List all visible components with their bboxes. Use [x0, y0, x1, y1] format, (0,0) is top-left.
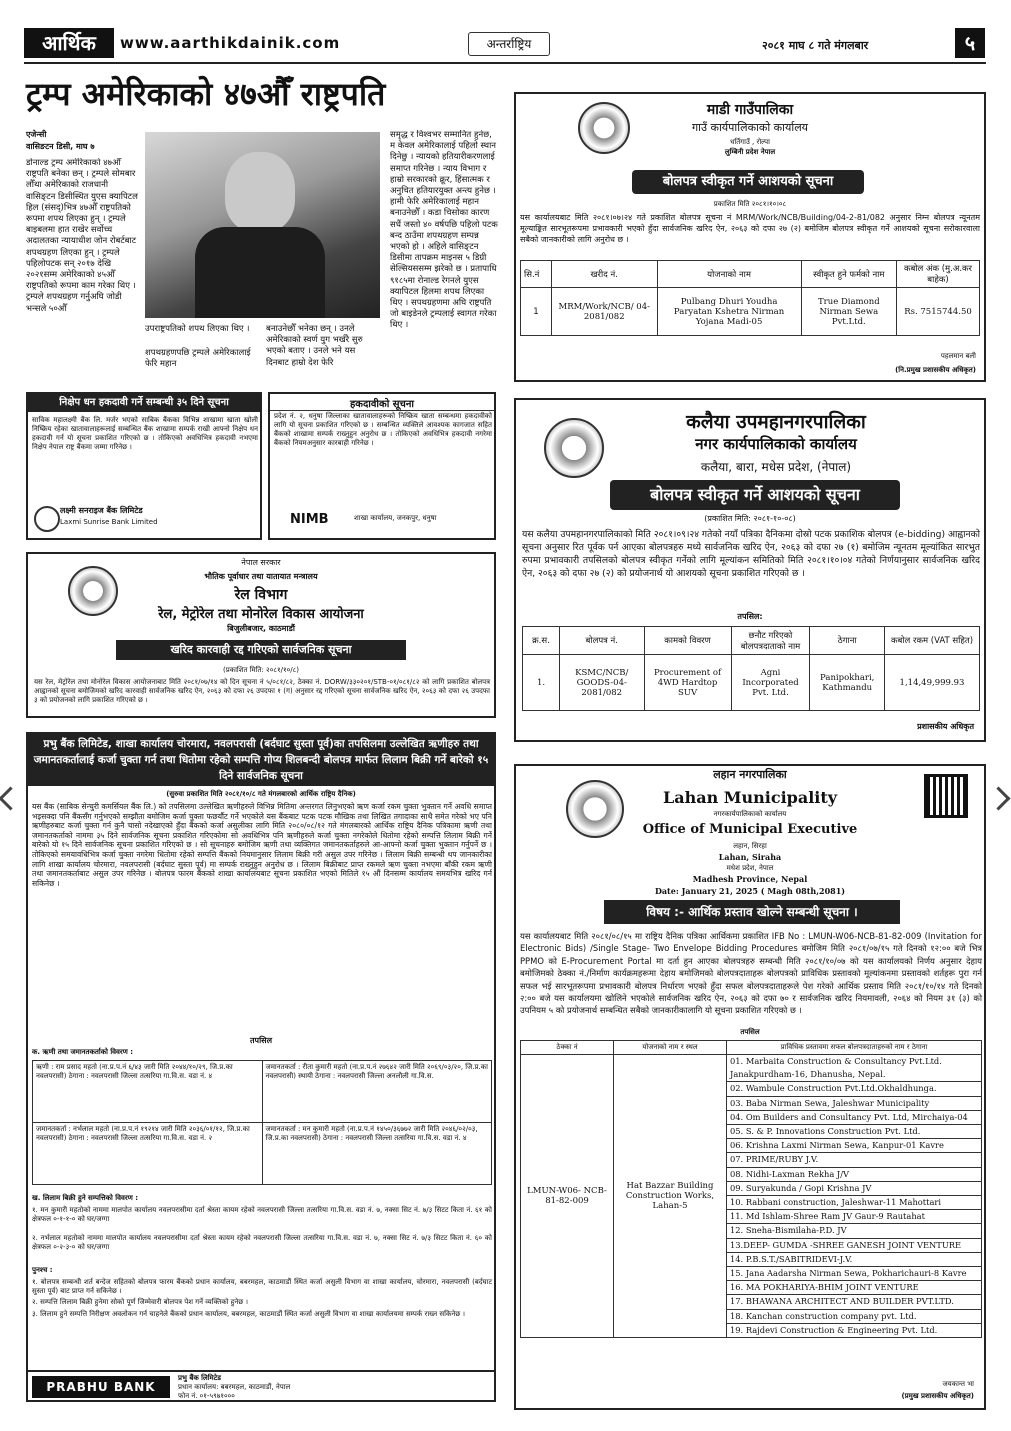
rail-ministry: भौतिक पूर्वाधार तथा यातायात मन्त्रालय: [204, 572, 318, 581]
bidder-row: 19. Rajdevi Construction & Engineering Pvt. Ltd.: [730, 1324, 938, 1335]
prabhu-table-title: क. ऋणी तथा जमानतकर्ताको विवरण :: [32, 1048, 134, 1056]
prabhu-punascha: पुनश्च :: [32, 1266, 53, 1274]
madi-office: गाउँ कार्यपालिकाको कार्यालय: [691, 121, 809, 134]
prabhu-table: [32, 1060, 492, 1185]
bidder-row: 17. BHAWANA ARCHITECT AND BUILDER PVT.LTD.: [727, 1295, 981, 1309]
laxmi-claim-body: साविक महालक्ष्मी बैंक लि. मर्जर भएको साबिक बैंकका विभिन्न शाखामा खाता खोली निष्क्रिय रहेका खातावालाहरूलाई सम्बन्धित बैंक शाखामा सम्पर्क राखी आफ्नो निक्षेप धन हकदावी गर्न यो सूचना प्रकाशित गरिएको छ । तोकिएको अवधिभित्र हकदावी नभएमा निक्षेप नेपाल राष्ट्र बैंकमा जम्मा गरिनेछ ।: [32, 416, 258, 451]
lahan-th-project: योजनाको नाम र स्थल: [614, 1041, 727, 1055]
article-col3: बनाउनेछौँ भनेका छन् । उनले अमेरिकाको स्वर्ण युग भर्खरै सुरु भएको बताए । उनले भने यस दिनबाट हाम्रो देश फेरि: [266, 324, 363, 368]
madi-cell-plan: Pulbang Dhuri Youdha Paryatan Kshetra Nirman Yojana Madi-05: [657, 288, 801, 336]
lahan-cell-project: Hat Bazzar Building Construction Works, Lahan-5: [614, 1055, 727, 1338]
headline: ट्रम्प अमेरिकाको ४७औँ राष्ट्रपति: [26, 75, 386, 113]
page-number: ५: [955, 28, 985, 58]
photo-caption-1: उपराष्ट्रपतिको शपथ लिएका थिए ।: [145, 324, 250, 334]
agency: एजेन्सी: [26, 130, 47, 139]
kalaiya-body: यस कलैया उपमहानगरपालिकाको मिति २०८१।०९।२४ गतेको नयाँ पत्रिका दैनिकमा दोस्रो पटक प्रकाशिक बोलपत्र (e-bidding) आह्वानको सूचना अनुसार रित पूर्वक पर्न आएका बोलपत्रहरु मध्ये सार्वजनिक खरिद ऐन, २०६३ को दफा २७ (१) बमोजिम न्यूनतम मूल्यांकित सारभुत रुपमा प्रभावकारी तपसिलको बोलपत्र स्वीकृत गर्नेको लागि मूल्यांकन समितिको मिति २०८१।१०।०४ गतेको निर्णयानुसार सार्वजनिक खरिद ऐन, २०६३ को दफा २७ (२) को प्रयोजनार्थ यो आशयको सूचना प्रकाशित गरिएको छ ।: [522, 529, 981, 579]
lahan-addr-np: लहान, सिरहा: [733, 842, 767, 850]
bidder-row: 10. Rabbani construction, Jaleshwar-11 Mahottari: [727, 1196, 981, 1210]
kalaiya-pubdate: (प्रकाशित मिति: २०८१-१०-०८): [704, 514, 796, 523]
rail-banner: खरिद कारवाही रद्द गरिएको सार्वजनिक सूचना: [116, 640, 406, 660]
prabhu-note: २. सम्पत्ति लिलाम बिक्री हुनेमा सोको पूर्ण जिम्मेवारी बोलपत्र पेश गर्ने व्यक्तिको हुनेछ ।: [32, 1298, 249, 1306]
issue-date: २०८१ माघ ८ गते मंगलबार: [762, 39, 869, 52]
lahan-bidder-list: [727, 1055, 982, 1338]
kalaiya-cell-sn: 1.: [523, 655, 560, 711]
kalaiya-cell-amount: 1,14,49,999.93: [885, 655, 980, 711]
kalaiya-cell-bidder: Agni Incorporated Pvt. Ltd.: [731, 655, 810, 711]
rail-pubdate: (प्रकाशित मिति: २०८१/१०/८): [222, 666, 299, 674]
prabhu-entry: जमानतकर्ता : रीता कुमारी महतो (ना.प्र.प.नं २७६४२ जारी मिति २०६९/०३/२०, जि.प्र.का नवलपरासी) स्थायी ठेगाना : नवलपरासी जिल्ला अनलौली गा.वि.स.: [262, 1061, 492, 1123]
prabhu-bank-addr: प्रधान कार्यालय: बबरमहल, काठमाडौं, नेपाल: [178, 1383, 291, 1391]
madi-body: यस कार्यालयबाट मिति २०८१।०७।२४ गते प्रकाशित बोलपत्र सूचना नं MRM/Work/NCB/Building/04-2-81/082 अनुसार निम्न बोलपत्र न्यूनतम मूल्याङ्कित सारभूतरूपमा प्रभावकारी भएको हुँदा सार्वजनिक खरिद ऐन, २०६३ को दफा २७ (२) बमोजिम बोलपत्र स्वीकृत गर्ने आशयको सूचना सरोकारवाला सबैको जानकारीको लागि अनुरोध छ ।: [520, 213, 980, 244]
lahan-prov-np: मधेश प्रदेश, नेपाल: [726, 864, 774, 872]
bidder-row: 15. Jana Aadarsha Nirman Sewa, Pokharichauri-8 Kavre: [727, 1267, 981, 1281]
kalaiya-th-work: कामको विवरण: [644, 627, 731, 655]
prabhu-note: १. बोलपत्र सम्बन्धी शर्त बन्देज सहितको बोलपत्र फारम बैंकको प्रधान कार्यालय, बबरमहल, काठमाडौं स्थित कर्जा असुली विभाग वा शाखा कार्यालय, चोरमारा, नवलपरासी (बर्दघाट सुस्ता पूर्व) बाट प्राप्त गर्न सकिनेछ ।: [32, 1278, 492, 1295]
bidder-row: 06. Krishna Laxmi Nirman Sewa, Kanpur-01 Kavre: [727, 1139, 981, 1153]
lahan-office: Office of Municipal Executive: [642, 822, 858, 837]
photo-caption-2: शपथग्रहणपछि ट्रम्पले अमेरिकालाई फेरि महान: [145, 348, 251, 370]
nimb-claim-body: प्रदेश नं. २, धनुषा जिल्लाका खातावालाहरूको निष्क्रिय खाता सम्बन्धमा हकदावीको लागि यो सूचना प्रकाशित गरिएको छ । सम्बन्धित व्यक्तिले आवश्यक कागजात सहित बैंकको शाखामा सम्पर्क राख्नुहुन अनुरोध छ । तोकिएको अवधिभित्र हकदावी नगरेमा बैंकको नियमअनुसार कारबाही गरिनेछ ।: [274, 412, 492, 447]
madi-pubdate: प्रकाशित मिति २०८१।१०।०८: [713, 200, 787, 208]
madi-th-plan: योजनाको नाम: [657, 261, 801, 288]
bidder-row: 08. Nidhi-Laxman Rekha J/V: [727, 1168, 981, 1182]
article-col4: समृद्ध र विश्वभर सम्मानित हुनेछ, म केवल अमेरिकालाई पहिलो स्थान दिनेछु । न्यायको हतियारीकरणलाई समाप्त गरिनेछ । न्याय विभाग र हाम्रो सरकारको क्रूर, हिंसात्मक र अनुचित हतियारयुक्त अन्त्य हुनेछ । हामी फेरि अमेरिकालाई महान बनाउनेछौँ । कडा चिसोका कारण सधैं जस्तो ४० वर्षपछि पहिलो पटक बन्द ठाउँमा शपथग्रहण सम्पन्न भएको हो । अहिले वासिङ्टन डिसीमा तापक्रम माइनस ५ डिग्री सेल्सियससम्म झरेको छ । प्रतापाधि ९१८५मा रोनाल्ड रेगनले युएस क्यापिटल हिलमा शपथ लिएका थिए । सपथग्रहणमा अघि राष्ट्रपति जो बाइडेनले ट्रम्पलाई स्वागत गरेका थिए ।: [390, 130, 498, 331]
prabhu-entry: ऋणी : राम प्रसाद महतो (ना.प्र.प.नं ६/४३ जारी मिति २०४४/१०/२९, जि.प्र.का नवलपरासी) ठेगाना : नवलपरासी जिल्ला तत्सरिया गा.वि.स. वडा नं. ४: [33, 1061, 263, 1123]
madi-signer: पहलमान बली: [940, 352, 976, 360]
section-label: अन्तर्राष्ट्रिय: [468, 32, 550, 56]
nimb-office: शाखा कार्यालय, जनकपुर, धनुषा: [354, 514, 437, 522]
prabhu-note: ३. लिलाम हुने सम्पत्ति निरीक्षण अवलोकन गर्न चाहनेले बैंकको प्रधान कार्यालय, बबरमहल, काठमाडौं स्थित कर्जा असुली विभाग वा शाखा कार्यालयमा सम्पर्क राख्न सकिनेछ ।: [32, 1310, 466, 1318]
lahan-addr-en: Lahan, Siraha: [718, 852, 782, 862]
next-page-arrow-icon[interactable]: [986, 786, 1010, 810]
photo-figure: [225, 152, 295, 232]
prabhu-entry: जमानतकर्ता : नर्भलाल महतो (ना.प्र.प.नं १९२१४ जारी मिति २०३६/०१/१२, जि.प्र.का नवलपरासी) ठेगाना : नवलपरासी जिल्ला तत्सरिया गा.वि.स. वडा नं. २: [33, 1123, 263, 1185]
rail-unit: रेल, मेट्रोरेल तथा मोनोरेल विकास आयोजना: [158, 607, 364, 622]
bidder-row: 13.DEEP- GUMDA -SHREE GANESH JOINT VENTURE: [727, 1239, 981, 1253]
lahan-body: यस कार्यालयबाट मिति २०८१/०८/१५ मा राष्ट्रिय दैनिक पत्रिका आर्थिकमा प्रकाशित IFB No : LMUN-W06-NCB-81-82-009 (Invitation for Electronic Bids) /Single Stage- Two Envelope Bidding Procedures बमोजिम मिति २०८१/०७/१५ गते दिनको १२:०० बजे भित्र PPMO को E-Procurement Portal मा दर्ता हुन आएका बोलपत्रहरु सम्बन्धी मिति २०८१/१०/०७ को यस कार्यालयको निर्णय अनुसार देहाय बमोजिमको ठेक्का नं./निर्माण कार्यक्रमहरूमा देहाय बमोजिमको बोलपत्रदाताहरू बोलपत्रको प्राविधिक प्रस्तावको मूल्यांकनमा प्रस्तावको शर्तहरू पुरा गर्न सफल भई सारभूतरूपमा प्रभावकारी बोलपत्र निर्धारण भएको हुँदा सफल बोलपत्रदाताहरूले पेश गरेको आर्थिक प्रस्ताव मिति २०८१/१०/१४ गते दिनको २:०० बजे यस कार्यालयमा खोलिने भएकोले सार्वजनिक खरिद ऐन, २०६३ को दफा ७० र सार्वजनिक खरिद नियमावली, २०६४ को नियम ३१ (३) को उपनियम ५ को प्रयोजनार्थ सम्बन्धित सबैको जानकारीकालागि यो सूचना प्रकाशित गरिएको छ ।: [520, 931, 982, 1016]
kalaiya-banner: बोलपत्र स्वीकृत गर्ने आशयको सूचना: [610, 480, 900, 510]
madi-cell-amount: Rs. 7515744.50: [897, 288, 980, 336]
rail-gov: नेपाल सरकार: [241, 558, 281, 567]
madi-cell-sn: 1: [521, 288, 552, 336]
prabhu-sub: (सुरुवा प्रकाशित मिति २०८१/१०/८ गते मंगलबारको आर्थिक राष्ट्रिय दैनिक): [166, 790, 356, 798]
bidder-row: 16. MA POKHARIYA-BHIM JOINT VENTURE: [727, 1281, 981, 1295]
prabhu-entry: जमानतकर्ता : मन कुमारी महतो (ना.प्र.प.नं १४५०/३६७७२ जारी मिति २०४६/०२/०३, जि.प्र.का नवलपरासी) ठेगाना : नवलपरासी जिल्ला तत्सरिया गा.वि.स. वडा नं. ४: [262, 1123, 492, 1185]
lahan-signer-title: (प्रमुख प्रशासकीय अधिकृत): [901, 1392, 974, 1400]
prabhu-notice: [26, 732, 496, 1402]
bidder-row: 12. Sneha-Bismilaha-P.D. JV: [727, 1224, 981, 1238]
header-rule: [24, 62, 986, 64]
photo-suit: [195, 227, 325, 318]
madi-th-firm: स्वीकृत हुने फर्मको नाम: [801, 261, 896, 288]
nimb-logo: NIMB: [290, 512, 329, 527]
laxmi-bank-name-en: Laxmi Sunrise Bank Limited: [60, 518, 158, 526]
madi-cell-firm: True Diamond Nirman Sewa Pvt.Ltd.: [801, 288, 896, 336]
dateline: वासिङटन डिसी, माघ ७: [26, 142, 95, 151]
madi-cell-no: MRM/Work/NCB/ 04-2081/082: [552, 288, 658, 336]
prabhu-item: १. मन कुमारी महतोको नाममा मालपोत कार्यालय नवलपरासीमा दर्ता श्रेस्ता कायम रहेको नवलपरासी जिल्ला तत्सरिया गा.वि.स. वडा नं. ७, नक्सा सिट नं. ७/३ सिटट किता नं. ६१ को क्षेत्रफल ०-१-१-० को घर/जग्गा: [32, 1206, 492, 1223]
article-col1: डोनाल्ड ट्रम्प अमेरिकाको ४७औँ राष्ट्रपति बनेका छन् । ट्रम्पले सोमबार लौँथा अमेरिकाको राजधानी वासिङ्टन डिसीस्थित युएस क्यापिटल हिल (संसद्)भित्र ४७औँ राष्ट्रपतिको रूपमा शपथ लिएका हुन् । ट्रम्पले बाइबलमा हात राखेर सर्वोच्च अदालतका न्यायाधीश जोन रोबर्टबाट शपथग्रहण लिएका हुन् । ट्रम्पले पहिलोपटक सन् २०१७ देखि २०२१सम्म अमेरिकाको ४५औँ राष्ट्रपतिको रूपमा काम गरेका थिए । ट्रम्पले शपथग्रहण गर्नुअघि जोडी भन्सले ५०औँ: [26, 158, 138, 314]
bidder-row: 18. Kanchan construction company pvt. Ltd.: [727, 1310, 981, 1324]
kalaiya-signer: प्रशासकीय अधिकृत: [917, 722, 974, 731]
bidder-row: 01. Marbaita Construction & Consultancy Pvt.Ltd. Janakpurdham-16, Dhanusha, Nepal.: [727, 1055, 981, 1082]
lahan-np: लहान नगरपालिका: [713, 768, 787, 781]
prabhu-title: प्रभु बैंक लिमिटेड, शाखा कार्यालय चोरमारा, नवलपरासी (बर्दघाट सुस्ता पूर्व)का तपसिलमा उल्लेखित ऋणीहरु तथा जमानतकर्तालाई कर्जा चुक्ता गर्न तथा धितोमा रहेको सम्पत्ति गोप्य शिलबन्दी बोलपत्र मार्फत लिलाम बिक्री गर्ने बारेको १५ दिने सार्वजनिक सूचना: [28, 734, 494, 786]
lahan-en: Lahan Municipality: [662, 788, 838, 807]
lahan-date: Date: January 21, 2025 ( Magh 08th,2081): [654, 886, 846, 896]
bidder-row: 14. P.B.S.T./SABITRIDEVI-J.V.: [727, 1253, 981, 1267]
madi-banner: बोलपत्र स्वीकृत गर्ने आशयको सूचना: [632, 170, 864, 194]
madi-title: माडी गाउँपालिका: [706, 102, 794, 118]
madi-addr: धर्तिगाउँ , रोल्पा: [730, 138, 770, 146]
bidder-row: 09. Suryakunda / Gopi Krishna JV: [727, 1182, 981, 1196]
bidder-row: 07. PRIME/RUBY J.V.: [727, 1153, 981, 1167]
rail-body: यस रेल, मेट्रोरेल तथा मोनोरेल विकास आयोजनाबाट मिति २०८१/०७/१४ को दिन सूचना नं ५/०८१/८२, ठेक्का नं. DORW/३३०२०१/STB-०१/०८१/८२ को लागि प्रकाशित बोलपत्र आह्वानको सूचना बमोजिमको खरिद कारवाही सार्वजनिक खरिद ऐन, २०६३ को दफा २६ उपदफा १ (ग) अनुसार रद्द गरिएको सूचना सार्वजनिक खरिद ऐन, २०६३ को दफा २६ उपदफा ३ को प्रयोजनको लागि प्रकाशित गरिएको छ ।: [34, 678, 490, 704]
kalaiya-tapsil: तपसिल:: [737, 612, 763, 621]
lahan-table: [520, 1040, 982, 1338]
kalaiya-office: नगर कार्यपालिकाको कार्यालय: [695, 435, 857, 453]
lahan-np2: नगरकार्यपालिकाको कार्यालय: [713, 810, 787, 818]
kalaiya-cell-no: KSMC/NCB/ GOODS-04- 2081/082: [560, 655, 645, 711]
bidder-row: 02. Wambule Construction Pvt.Ltd.Okhaldhunga.: [727, 1082, 981, 1096]
masthead-logo: आर्थिक: [24, 28, 114, 58]
kalaiya-th-sn: क्र.स.: [523, 627, 560, 655]
prev-page-arrow-icon[interactable]: [0, 786, 23, 810]
laxmi-claim-title: निक्षेप धन हकदावी गर्ने सम्बन्धी ३५ दिने सूचना: [28, 394, 260, 412]
lahan-cell-contract: LMUN-W06- NCB-81-82-009: [521, 1055, 614, 1338]
laxmi-bank-name: लक्ष्मी सनराइज बैंक लिमिटेड: [60, 506, 143, 515]
bidder-row: 05. S. & P. Innovations Construction Pvt. Ltd.: [727, 1125, 981, 1139]
lahan-prov-en: Madhesh Province, Nepal: [692, 874, 808, 884]
prabhu-tapsil: तपसिल: [249, 1036, 272, 1045]
prabhu-bank: प्रभु बैंक लिमिटेड: [178, 1374, 221, 1382]
trump-photo: [145, 132, 380, 318]
madi-notice: [514, 92, 986, 382]
bidder-row: 11. Md Ishlam-Shree Ram JV Gaur-9 Rautahat: [727, 1210, 981, 1224]
prabhu-logo: PRABHU BANK: [32, 1376, 170, 1398]
laxmi-logo-icon: [34, 506, 60, 532]
kalaiya-cell-addr: Panipokhari, Kathmandu: [810, 655, 885, 711]
rail-notice: [26, 552, 496, 718]
kalaiya-notice: [514, 398, 986, 742]
madi-th-amount: कबोल अंक (मु.अ.कर बाहेक): [897, 261, 980, 288]
prabhu-item: २. नर्भलाल महतोको नाममा मालपोत कार्यालय नवलपरासीमा दर्ता श्रेस्ता कायम रहेको नवलपरासी जिल्ला तत्सरिया गा.वि.स. वडा नं. ७, नक्सा सिट नं. ७/३ सिटट किता नं. ६० को क्षेत्रफल ०-२-३-० को घर/जग्गा: [32, 1234, 492, 1251]
lahan-notice: [514, 764, 986, 1410]
lahan-th-bidders: प्राविधिक प्रस्तावमा सफल बोलपत्रदाताहरुको नाम र ठेगाना: [727, 1041, 982, 1055]
madi-signer-title: (नि.प्रमुख प्रशासकीय अधिकृत): [895, 366, 976, 374]
madi-prov: लुम्बिनी प्रदेश नेपाल: [724, 148, 776, 156]
lahan-banner: विषय :- आर्थिक प्रस्ताव खोल्ने सम्बन्धी सूचना ।: [604, 900, 900, 924]
kalaiya-th-addr: ठेगाना: [810, 627, 885, 655]
madi-th-no: खरीद नं.: [552, 261, 658, 288]
prabhu-body: यस बैंक (साबिक सेन्चुरी कमर्सियल बैंक लि.) को तपसिलमा उल्लेखित ऋणीहरुले विभिन्न मितिमा अन्तरगत लिनुभएको ऋण कर्जा रकम चुक्ता भुक्तान गर्ने अवधि समाप्त भइसक्दा पनि बैंकसँग गर्नुभएको सम्झौता बमोजिम कर्जा चुक्ता फछर्यौट गर्ने भएकोले यस बैंकबाट पटक पटक मौखिक तथा लिखित तगादाका साथै समेत गरेको भए पनि ऋणीहरुबाट कर्जा चुक्ता गर्न कुनै चासो नदेखाएको हुँदा बैंकको कर्जा असुलीका लागि मिति २०८०/०८/१२ गते मंगलबारको आर्थिक राष्ट्रिय दैनिक पत्रिकामा ऋणी तथा जमानतकर्ताको नाममा ३५ दिने सार्वजनिक सूचना प्रकाशित गरिएकोमा सो अवधिभित्र पनि ऋणीहरुले कर्जा चुक्ता नगरेकोले धितोमा रहेको सम्पत्ति लिलाम बिक्री गर्ने बारेको यो १५ दिने सार्वजनिक सूचना प्रकाशित गरिएको छ । सो सूचनाहरु बमोजिम ऋणी तथा व्यक्तिगत जमानतकर्ताहरुले आ-आफ्नो कर्जा चुक्ता भुक्तान गर्नुपर्ने छ । तोकिएको समयावधिभित्र कर्जा चुक्ता नगरेमा धितोमा रहेको सम्पत्ति बैंकको नियमानुसार लिलाम बिक्री गरी असुल उपर गरिनेछ । लिलाम बिक्री सम्बन्धी थप जानकारीका लागि शाखा कार्यालय चोरमारा, नवलपरासी (बर्दघाट सुस्ता पूर्व) मा सम्पर्क राख्नुहुन अनुरोध छ । लिलाम बिक्रीबाट प्राप्त रकमले ऋण चुक्ता नभएमा बाँकी रकम ऋणी तथा जमानतकर्ताबाट असुल उपर गरिनेछ । बोलपत्र फारम बैंकको शाखा कार्यालयबाट सूचना प्रकाशित भएको मितिले १५ औं दिनसम्म कार्यालय समयभित्र खरिद गर्न सकिनेछ ।: [32, 802, 492, 888]
laxmi-claim-notice: [26, 392, 262, 540]
bidder-row: 03. Baba Nirman Sewa, Jaleshwar Municipality: [727, 1097, 981, 1111]
madi-table: [520, 260, 980, 336]
lahan-th-contract: ठेक्का नं: [521, 1041, 614, 1055]
lahan-tapsil: तपसिल: [740, 1028, 760, 1036]
kalaiya-addr: कलैया, बारा, मधेस प्रदेश, (नेपाल): [700, 460, 852, 474]
kalaiya-th-bidder: छनौट गरिएको बोलपत्रदाताको नाम: [731, 627, 810, 655]
site-url[interactable]: www.aarthikdainik.com: [120, 34, 341, 52]
kalaiya-th-amount: कबोल रकम (VAT सहित): [885, 627, 980, 655]
kalaiya-title: कलैया उपमहानगरपालिका: [686, 411, 866, 433]
kalaiya-cell-work: Procurement of 4WD Hardtop SUV: [644, 655, 731, 711]
prabhu-sec2: ख. लिलाम बिक्री हुने सम्पत्तिको विवरण :: [32, 1194, 139, 1202]
madi-th-sn: सि.नं: [521, 261, 552, 288]
prabhu-phone: फोन नं. ०१-५९७१०००: [178, 1392, 235, 1400]
nimb-claim-notice: [268, 392, 496, 540]
rail-addr: बिजुलीबजार, काठमाडौं: [227, 624, 295, 633]
bidder-row: 04. Om Builders and Consultancy Pvt. Ltd, Mirchaiya-04: [727, 1111, 981, 1125]
lahan-signer: जयकान्त भा: [942, 1380, 974, 1388]
kalaiya-th-no: बोलपत्र नं.: [560, 627, 645, 655]
kalaiya-table: [522, 626, 980, 711]
nimb-claim-title: हकदावीको सूचना: [270, 396, 494, 411]
rail-dept: रेल विभाग: [234, 587, 288, 603]
prabhu-footer-bar: [28, 1370, 494, 1402]
